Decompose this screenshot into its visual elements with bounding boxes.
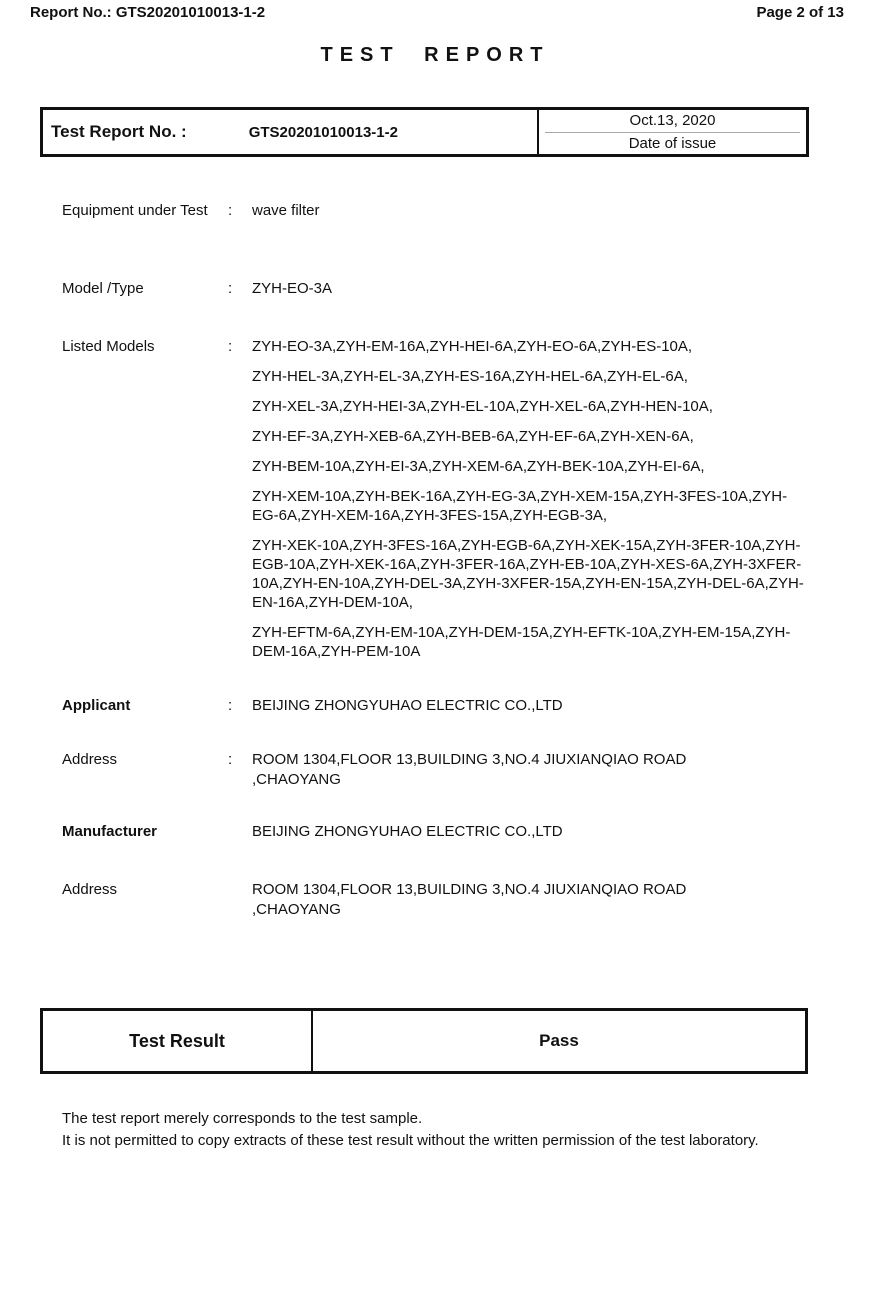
field-label: Address [62,751,118,768]
listed-models-line: ZYH-XEK-10A,ZYH-3FES-16A,ZYH-EGB-6A,ZYH-XEK-15A,ZYH-3FER-10A,ZYH-EGB-10A,ZYH-XEK-16A,ZYH-3FER-16A,ZYH-EB-10A,ZYH-XES-6A,ZYH-3XFER-10A,ZYH-EN-10A,ZYH-DEL-3A,ZYH-3XFER-15A,ZYH-EN-15A,ZYH-DEL-6A,ZYH-EN-16A,ZYH-DEM-10A, [252,537,804,611]
header-report-no: Report No.: GTS20201010013-1-2 [30,4,266,21]
listed-models-list [252,337,810,661]
test-result-value: Pass [539,1031,579,1050]
test-result-table [40,1008,808,1074]
field-applicant-address [62,750,810,790]
disclaimer-line-1: The test report merely corresponds to the test sample. [62,1110,423,1127]
report-number-value: GTS20201010013-1-2 [248,123,398,141]
field-value: ROOM 1304,FLOOR 13,BUILDING 3,NO.4 JIUXIANQIAO ROAD ,CHAOYANG [252,751,687,788]
field-value: BEIJING ZHONGYUHAO ELECTRIC CO.,LTD [252,823,563,840]
page-header [30,4,844,21]
page-title: TEST REPORT [320,44,550,66]
listed-models-line: ZYH-XEM-10A,ZYH-BEK-16A,ZYH-EG-3A,ZYH-XEM-15A,ZYH-3FES-10A,ZYH-EG-6A,ZYH-XEM-16A,ZYH-3FES-15A,ZYH-EGB-3A, [252,488,788,524]
report-number-cell [43,110,539,154]
field-equipment [62,201,810,221]
listed-models-line: ZYH-EO-3A,ZYH-EM-16A,ZYH-HEI-6A,ZYH-EO-6A,ZYH-ES-10A, [252,338,693,355]
report-number-label: Test Report No. : [51,122,187,141]
footer-disclaimer [62,1108,830,1152]
field-value: ROOM 1304,FLOOR 13,BUILDING 3,NO.4 JIUXIANQIAO ROAD ,CHAOYANG [252,881,687,918]
field-colon: : [228,202,233,219]
field-value: wave filter [252,202,320,219]
report-number-table [40,107,809,157]
field-label: Model /Type [62,280,144,297]
issue-date-value: Oct.13, 2020 [629,112,716,130]
issue-date-label: Date of issue [628,134,717,152]
field-colon [228,880,252,920]
date-of-issue-cell [539,110,806,154]
listed-models-line: ZYH-EF-3A,ZYH-XEB-6A,ZYH-BEB-6A,ZYH-EF-6A,ZYH-XEN-6A, [252,428,694,445]
field-colon [228,822,252,842]
field-model-type [62,279,810,299]
field-label: Equipment under Test [62,202,208,219]
field-applicant [62,696,810,716]
listed-models-line: ZYH-HEL-3A,ZYH-EL-3A,ZYH-ES-16A,ZYH-HEL-6A,ZYH-EL-6A, [252,368,688,385]
disclaimer-line-2: It is not permitted to copy extracts of these test result without the written permission of the test laboratory. [62,1132,759,1149]
field-label: Listed Models [62,338,155,355]
field-label: Applicant [62,697,131,714]
field-manufacturer [62,822,810,842]
test-result-label: Test Result [43,1011,313,1071]
listed-models-line: ZYH-EFTM-6A,ZYH-EM-10A,ZYH-DEM-15A,ZYH-EFTK-10A,ZYH-EM-15A,ZYH-DEM-16A,ZYH-PEM-10A [252,624,791,660]
listed-models-line: ZYH-XEL-3A,ZYH-HEI-3A,ZYH-EL-10A,ZYH-XEL-6A,ZYH-HEN-10A, [252,398,713,415]
field-listed-models [62,337,810,661]
field-colon: : [228,338,233,355]
field-colon: : [228,751,233,768]
field-manufacturer-address [62,880,810,920]
field-value: BEIJING ZHONGYUHAO ELECTRIC CO.,LTD [252,697,563,714]
header-page-number: Page 2 of 13 [756,4,844,21]
field-colon: : [228,280,233,297]
field-label: Manufacturer [62,823,158,840]
field-label: Address [62,881,118,898]
listed-models-line: ZYH-BEM-10A,ZYH-EI-3A,ZYH-XEM-6A,ZYH-BEK-10A,ZYH-EI-6A, [252,458,705,475]
field-value: ZYH-EO-3A [252,280,333,297]
field-colon: : [228,697,233,714]
